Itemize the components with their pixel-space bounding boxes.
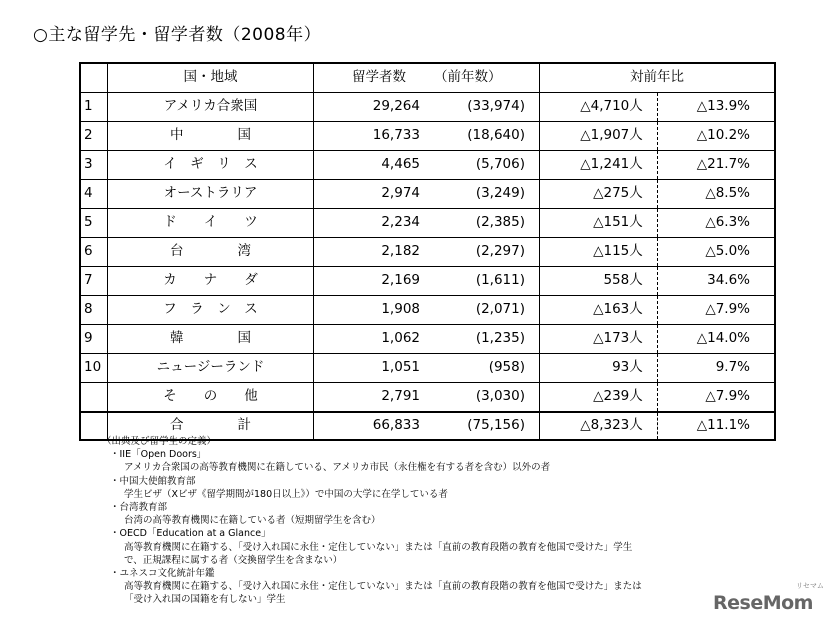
diff-cell: △115人 <box>540 238 658 267</box>
header-prev: （前年数） <box>434 63 540 93</box>
table-header-row <box>80 63 775 93</box>
pct-cell: △8.5% <box>657 180 775 209</box>
students-cell: 2,791 <box>314 383 435 413</box>
source-notes <box>102 435 642 607</box>
header-blank <box>80 63 108 93</box>
students-cell: 16,733 <box>314 122 435 151</box>
pct-cell: △10.2% <box>657 122 775 151</box>
rank-cell: 7 <box>80 267 108 296</box>
rank-cell: 3 <box>80 151 108 180</box>
note-line: ・中国大使館教育部 <box>110 475 196 487</box>
header-change: 対前年比 <box>540 63 776 93</box>
pct-cell: △6.3% <box>657 209 775 238</box>
rank-cell: 10 <box>80 354 108 383</box>
prev-year-cell: (2,297) <box>434 238 540 267</box>
rank-cell: 8 <box>80 296 108 325</box>
table-row <box>80 325 775 354</box>
note-line: 「受け入れ国の国籍を有しない」学生 <box>124 594 286 606</box>
rank-cell: 5 <box>80 209 108 238</box>
note-line: 高等教育機関に在籍する、「受け入れ国に永住・定住していない」または「直前の教育段階の教育を他国で受けた」または <box>124 581 642 593</box>
students-cell: 2,182 <box>314 238 435 267</box>
total-prev-year: (75,156) <box>434 412 540 440</box>
rank-cell: 2 <box>80 122 108 151</box>
pct-cell: △7.9% <box>657 383 775 413</box>
students-cell: 2,234 <box>314 209 435 238</box>
rank-cell: 1 <box>80 93 108 122</box>
prev-year-cell: (5,706) <box>434 151 540 180</box>
pct-cell: △21.7% <box>657 151 775 180</box>
students-cell: 1,062 <box>314 325 435 354</box>
diff-cell: △173人 <box>540 325 658 354</box>
region-cell: そ の 他 <box>108 383 314 413</box>
note-line: 台湾の高等教育機関に在籍している者（短期留学生を含む） <box>124 515 381 527</box>
students-cell: 1,051 <box>314 354 435 383</box>
diff-cell: 93人 <box>540 354 658 383</box>
table-row <box>80 296 775 325</box>
region-cell: イ ギ リ ス <box>108 151 314 180</box>
region-cell: フ ラ ン ス <box>108 296 314 325</box>
students-cell: 1,908 <box>314 296 435 325</box>
table-row <box>80 93 775 122</box>
note-line: （出典及び留学生の定義） <box>102 436 217 447</box>
region-cell: 韓 国 <box>108 325 314 354</box>
prev-year-cell: (958) <box>434 354 540 383</box>
prev-year-cell: (2,385) <box>434 209 540 238</box>
table-row <box>80 267 775 296</box>
note-line: ・ユネスコ文化統計年鑑 <box>110 568 215 580</box>
students-cell: 4,465 <box>314 151 435 180</box>
pct-cell: △5.0% <box>657 238 775 267</box>
prev-year-cell: (18,640) <box>434 122 540 151</box>
note-line: ・台湾教育部 <box>110 502 168 514</box>
resemom-logo: ReseMom <box>713 592 813 614</box>
diff-cell: 558人 <box>540 267 658 296</box>
region-cell: カ ナ ダ <box>108 267 314 296</box>
pct-cell: △7.9% <box>657 296 775 325</box>
table-row <box>80 354 775 383</box>
table-row <box>80 209 775 238</box>
resemom-logo-kana: リセマム <box>796 582 824 590</box>
region-cell: アメリカ合衆国 <box>108 93 314 122</box>
pct-cell: 34.6% <box>657 267 775 296</box>
prev-year-cell: (1,235) <box>434 325 540 354</box>
rank-cell: 4 <box>80 180 108 209</box>
students-cell: 2,169 <box>314 267 435 296</box>
rank-cell: 9 <box>80 325 108 354</box>
total-students: 66,833 <box>314 412 435 440</box>
pct-cell: 9.7% <box>657 354 775 383</box>
diff-cell: △1,241人 <box>540 151 658 180</box>
pct-cell: △14.0% <box>657 325 775 354</box>
region-cell: ニュージーランド <box>108 354 314 383</box>
total-pct: △11.1% <box>657 412 775 440</box>
region-cell: オーストラリア <box>108 180 314 209</box>
rank-cell <box>80 383 108 413</box>
study-abroad-table <box>79 62 776 441</box>
header-region: 国・地域 <box>108 63 314 93</box>
diff-cell: △151人 <box>540 209 658 238</box>
diff-cell: △163人 <box>540 296 658 325</box>
note-line: ・IIE「Open Doors」 <box>110 449 207 461</box>
prev-year-cell: (3,030) <box>434 383 540 413</box>
table-row <box>80 238 775 267</box>
region-cell: ド イ ツ <box>108 209 314 238</box>
diff-cell: △4,710人 <box>540 93 658 122</box>
diff-cell: △1,907人 <box>540 122 658 151</box>
prev-year-cell: (1,611) <box>434 267 540 296</box>
diff-cell: △239人 <box>540 383 658 413</box>
students-cell: 2,974 <box>314 180 435 209</box>
region-cell: 中 国 <box>108 122 314 151</box>
table-row <box>80 122 775 151</box>
pct-cell: △13.9% <box>657 93 775 122</box>
students-cell: 29,264 <box>314 93 435 122</box>
total-label: 合 計 <box>108 412 314 440</box>
note-line: ・OECD「Education at a Glance」 <box>110 528 271 540</box>
rank-cell: 6 <box>80 238 108 267</box>
total-diff: △8,323人 <box>540 412 658 440</box>
header-students: 留学者数 <box>314 63 435 93</box>
prev-year-cell: (2,071) <box>434 296 540 325</box>
page-title: ○主な留学先・留学者数（2008年） <box>33 25 322 45</box>
diff-cell: △275人 <box>540 180 658 209</box>
table-row <box>80 151 775 180</box>
prev-year-cell: (33,974) <box>434 93 540 122</box>
prev-year-cell: (3,249) <box>434 180 540 209</box>
table-row <box>80 383 775 413</box>
note-line: で、正規課程に属する者（交換留学生を含まない） <box>124 554 343 566</box>
note-line: 学生ビザ（Xビザ《留学期間が180日以上》）で中国の大学に在学している者 <box>124 488 448 500</box>
note-line: アメリカ合衆国の高等教育機関に在籍している、アメリカ市民（永住権を有する者を含む）以外の者 <box>124 462 551 474</box>
table-row <box>80 180 775 209</box>
region-cell: 台 湾 <box>108 238 314 267</box>
note-line: 高等教育機関に在籍する、「受け入れ国に永住・定住していない」または「直前の教育段階の教育を他国で受けた」学生 <box>124 541 633 553</box>
